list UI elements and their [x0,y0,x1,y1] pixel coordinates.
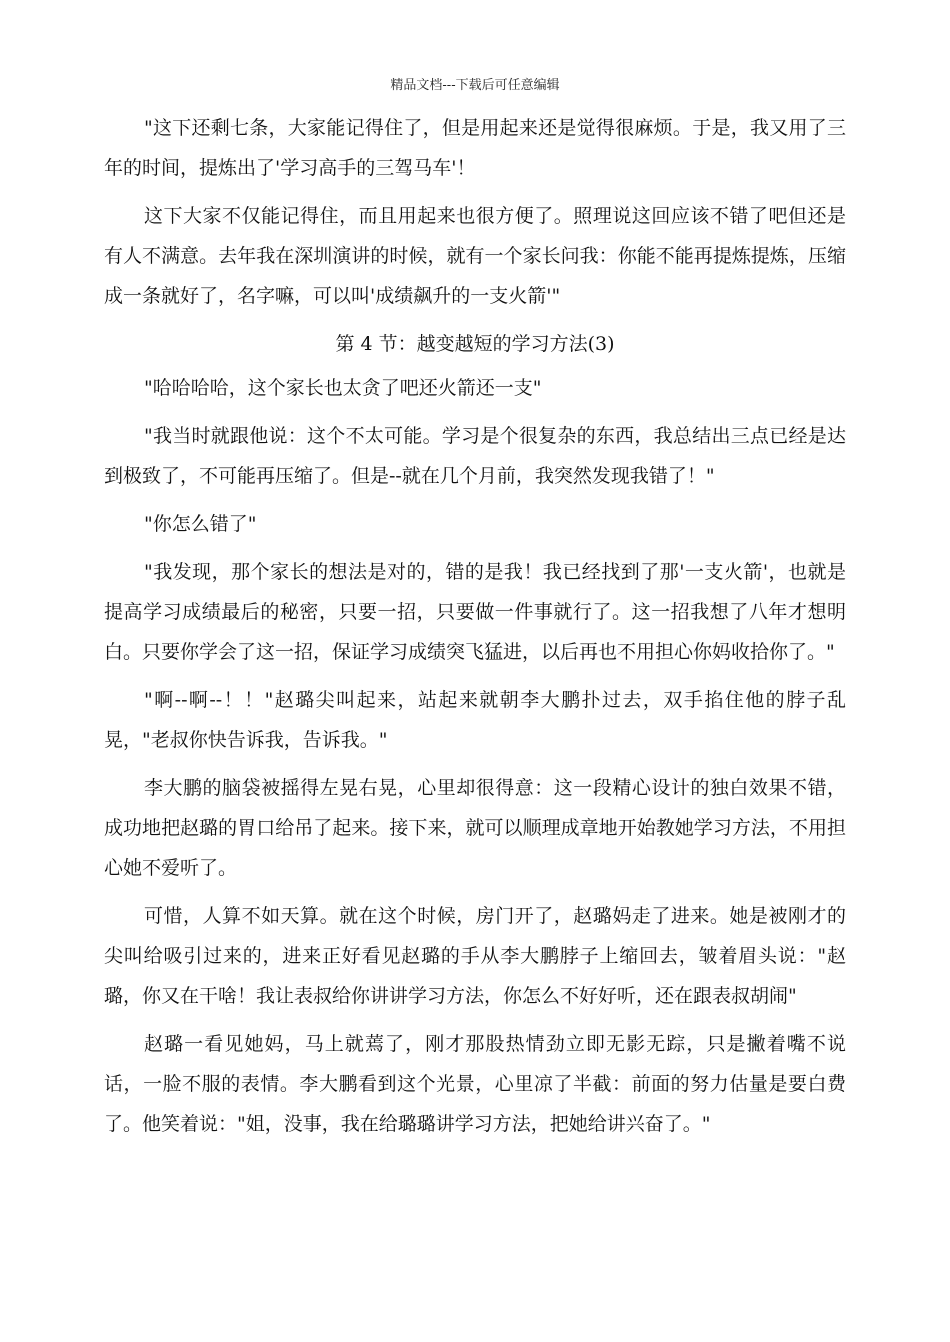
paragraph: "啊--啊--！！"赵璐尖叫起来，站起来就朝李大鹏扑过去，双手掐住他的脖子乱晃，"老叔你快告诉我，告诉我。" [104,689,846,751]
paragraph: 李大鹏的脑袋被摇得左晃右晃，心里却很得意：这一段精心设计的独白效果不错，成功地把赵璐的胃口给吊了起来。接下来，就可以顺理成章地开始教她学习方法，不用担心她不爱听了。 [104,777,846,879]
page-header: 精品文档---下载后可任意编辑 [390,78,560,93]
section-title: 第 4 节：越变越短的学习方法(3) [335,333,615,355]
paragraph: "这下还剩七条，大家能记得住了，但是用起来还是觉得很麻烦。于是，我又用了三年的时间，提炼出了'学习高手的三驾马车'！ [104,117,846,179]
paragraph: "我发现，那个家长的想法是对的，错的是我！我已经找到了那'一支火箭'，也就是提高学习成绩最后的秘密，只要一招，只要做一件事就行了。这一招我想了八年才想明白。只要你学会了这一招，保证学习成绩突飞猛进，以后再也不用担心你妈收拾你了。" [104,561,846,663]
document-body [104,108,846,1152]
paragraph: "哈哈哈哈，这个家长也太贪了吧还火箭还一支" [144,377,542,399]
paragraph: 这下大家不仅能记得住，而且用起来也很方便了。照理说这回应该不错了吧但还是有人不满意。去年我在深圳演讲的时候，就有一个家长问我：你能不能再提炼提炼，压缩成一条就好了，名字嘛，可以叫'成绩飙升的一支火箭'" [104,205,846,307]
paragraph: "你怎么错了" [144,513,257,535]
paragraph: "我当时就跟他说：这个不太可能。学习是个很复杂的东西，我总结出三点已经是达到极致了，不可能再压缩了。但是--就在几个月前，我突然发现我错了！" [104,425,846,487]
paragraph: 赵璐一看见她妈，马上就蔫了，刚才那股热情劲立即无影无踪，只是撇着嘴不说话，一脸不服的表情。李大鹏看到这个光景，心里凉了半截：前面的努力估量是要白费了。他笑着说："姐，没事，我在给璐璐讲学习方法，把她给讲兴奋了。" [104,1033,846,1135]
paragraph: 可惜，人算不如天算。就在这个时候，房门开了，赵璐妈走了进来。她是被刚才的尖叫给吸引过来的，进来正好看见赵璐的手从李大鹏脖子上缩回去，皱着眉头说："赵璐，你又在干啥！我让表叔给你讲讲学习方法，你怎么不好好听，还在跟表叔胡闹" [104,905,846,1007]
